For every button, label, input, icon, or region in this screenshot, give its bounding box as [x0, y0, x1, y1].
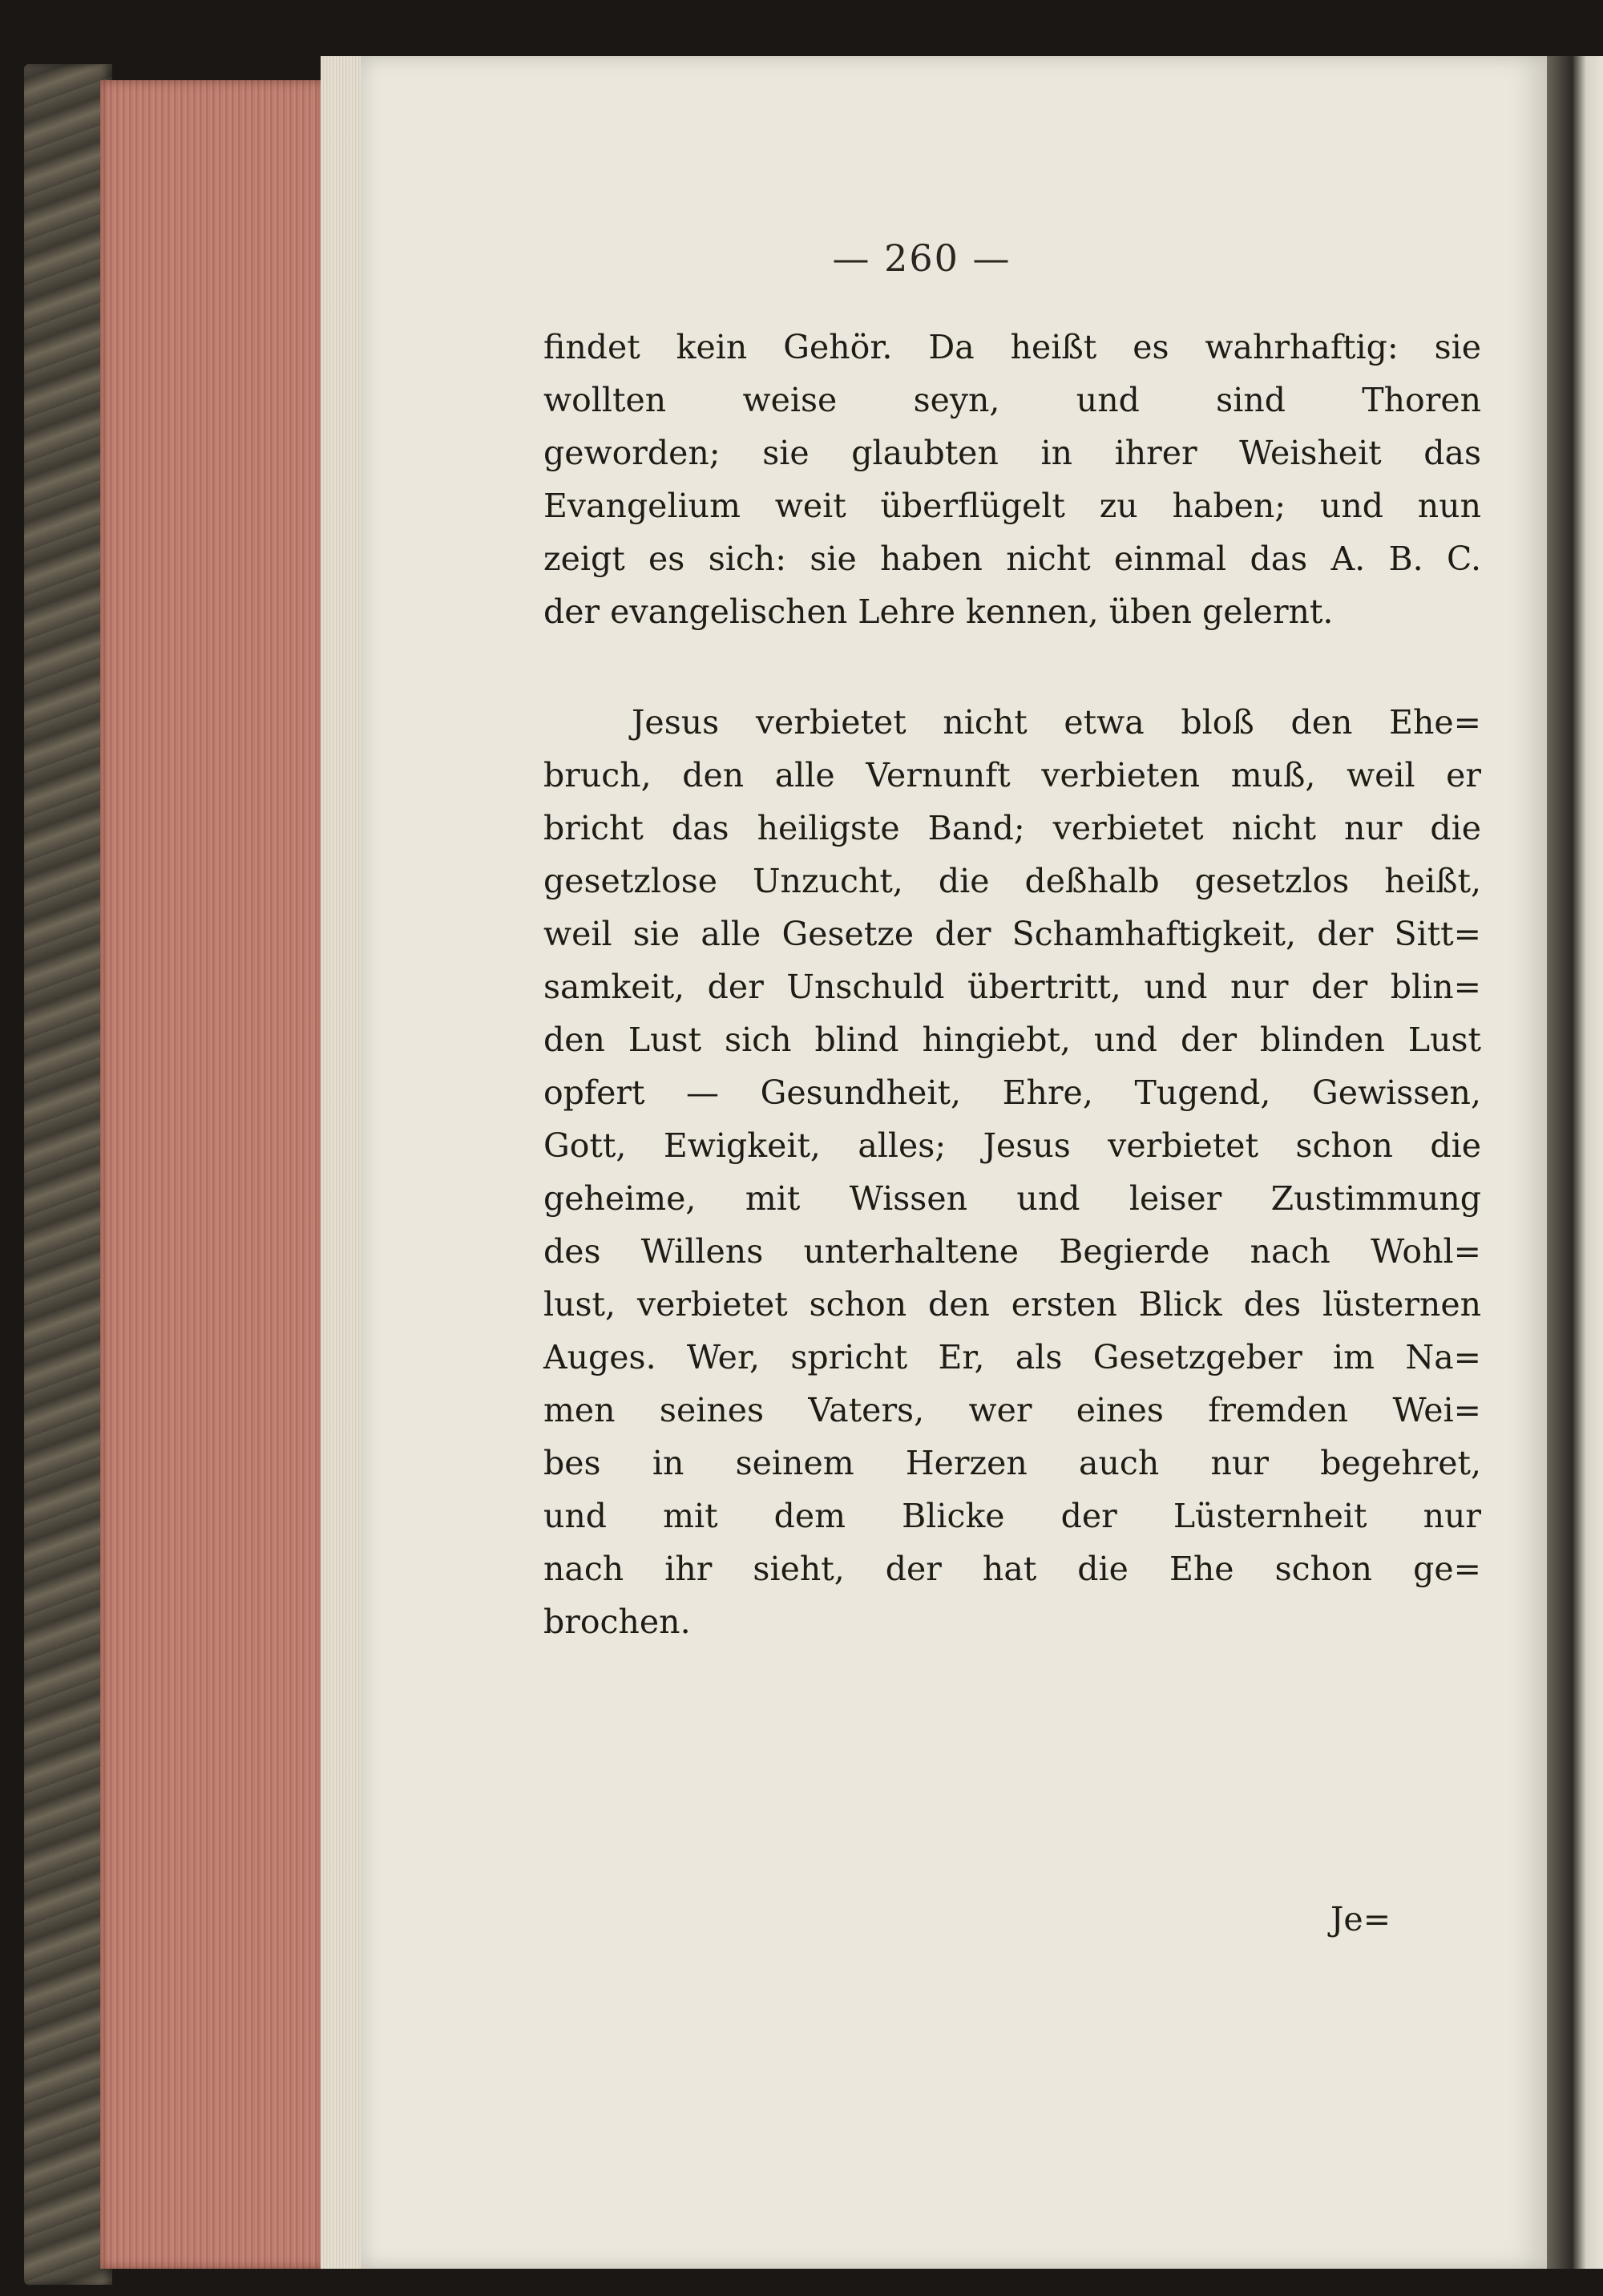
text-line: gesetzlose Unzucht, die deßhalb gesetzlos heißt, [543, 862, 1481, 900]
text-line: der evangelischen Lehre kennen, üben gelernt. [543, 592, 1334, 631]
book-page [361, 56, 1547, 2269]
text-line: nach ihr sieht, der hat die Ehe schon ge= [543, 1550, 1481, 1588]
text-line: Gott, Ewigkeit, alles; Jesus verbietet schon die [543, 1126, 1481, 1165]
text-line: zeigt es sich: sie haben nicht einmal das A. B. C. [543, 540, 1481, 578]
paragraph-gap [543, 638, 1481, 696]
book-gutter [1547, 56, 1603, 2269]
text-line: brochen. [543, 1603, 691, 1641]
page-number: — 260 — [832, 236, 1011, 280]
text-line: men seines Vaters, wer eines fremden Wei= [543, 1391, 1481, 1429]
text-line: Evangelium weit überflügelt zu haben; und nun [543, 487, 1481, 525]
book-cover-marbled [24, 64, 112, 2285]
page-text [543, 321, 1481, 1648]
text-line: samkeit, der Unschuld übertritt, und nur der blin= [543, 968, 1481, 1006]
text-line: den Lust sich blind hingiebt, und der blinden Lust [543, 1021, 1481, 1059]
text-line: lust, verbietet schon den ersten Blick des lüsternen [543, 1285, 1481, 1324]
text-line: bruch, den alle Vernunft verbieten muß, weil er [543, 756, 1481, 794]
text-line: opfert — Gesundheit, Ehre, Tugend, Gewissen, [543, 1073, 1481, 1112]
text-line: findet kein Gehör. Da heißt es wahrhaftig: sie [543, 328, 1481, 366]
page-edges [100, 80, 325, 2269]
text-line: des Willens unterhaltene Begierde nach Wohl= [543, 1232, 1481, 1271]
text-line: wollten weise seyn, und sind Thoren [543, 381, 1481, 419]
text-line: weil sie alle Gesetze der Schamhaftigkeit, der Sitt= [543, 915, 1481, 953]
text-line: geworden; sie glaubten in ihrer Weisheit das [543, 434, 1481, 472]
text-line: Auges. Wer, spricht Er, als Gesetzgeber im Na= [543, 1338, 1481, 1376]
catchword: Je= [1330, 1900, 1391, 1938]
text-line: Jesus verbietet nicht etwa bloß den Ehe= [632, 703, 1481, 742]
open-book [24, 48, 1603, 2285]
text-line: und mit dem Blicke der Lüsternheit nur [543, 1497, 1481, 1535]
text-line: geheime, mit Wissen und leiser Zustimmung [543, 1179, 1481, 1218]
text-line: bes in seinem Herzen auch nur begehret, [543, 1444, 1481, 1482]
text-line: bricht das heiligste Band; verbietet nicht nur die [543, 809, 1481, 847]
